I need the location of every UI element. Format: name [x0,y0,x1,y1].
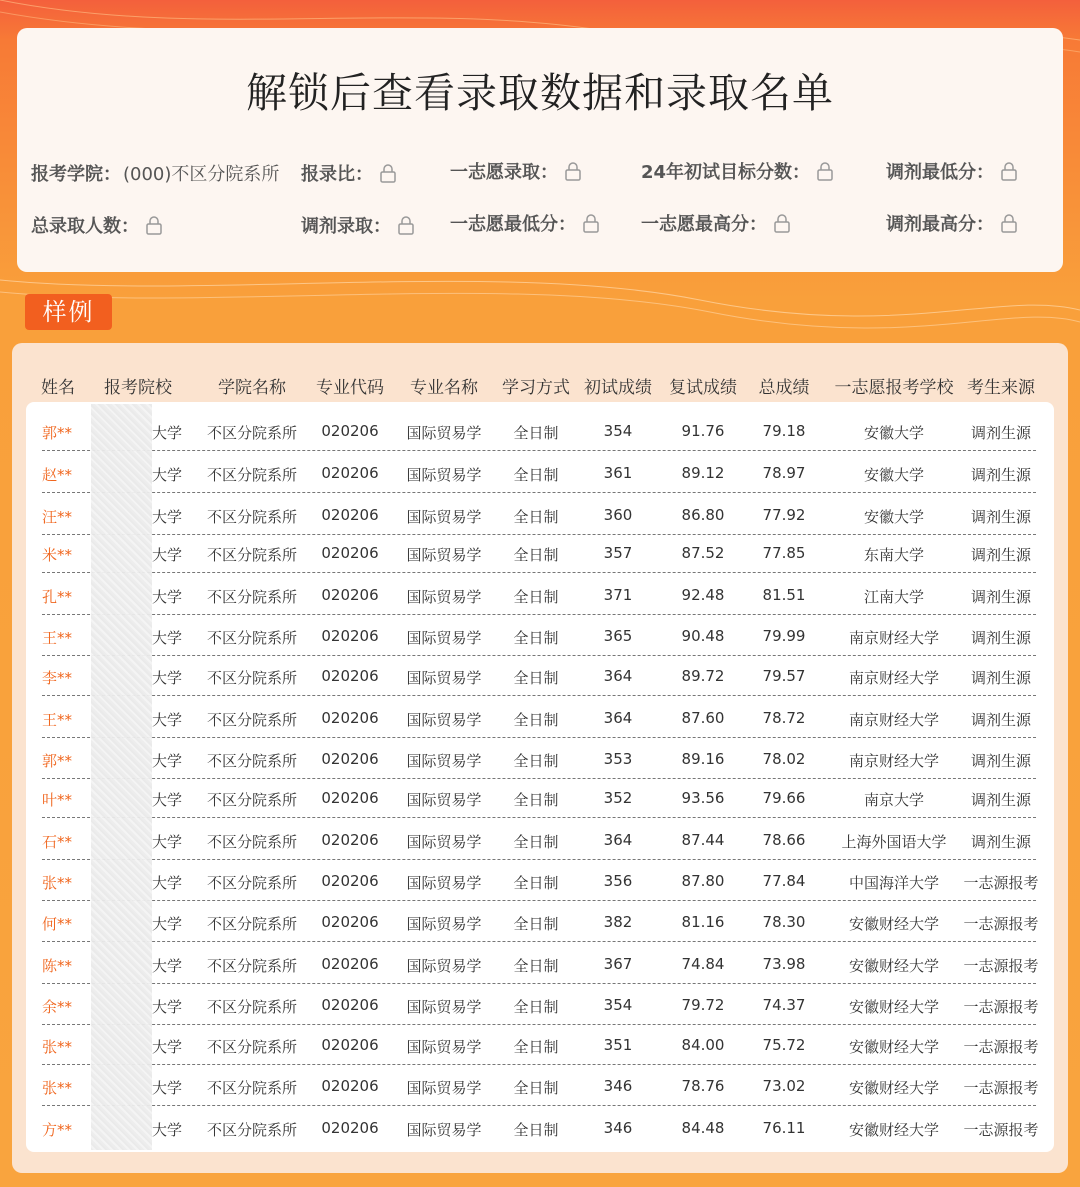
row-separator [42,655,1036,656]
table-cell-总成绩: 73.02 [762,1077,806,1095]
table-cell-姓名: 张** [42,1038,73,1056]
column-header: 专业名称 [410,378,478,398]
column-header: 初试成绩 [584,378,652,398]
column-header: 学院名称 [218,378,286,398]
info-field [450,158,582,184]
table-cell-总成绩: 77.92 [762,506,806,524]
table-cell-报考院校: 大学 [152,629,183,647]
table-cell-报考院校: 大学 [152,957,183,975]
row-separator [42,614,1036,615]
info-field-label: 24年初试目标分数： [641,162,811,183]
table-cell-专业代码: 020206 [321,627,379,645]
table-cell-报考院校: 大学 [152,791,183,809]
table-cell-姓名: 方** [42,1121,73,1139]
table-cell-总成绩: 77.84 [762,872,806,890]
row-separator [42,1064,1036,1065]
table-cell-学习方式: 全日制 [513,874,559,892]
table-cell-一志愿报考学校: 安徽大学 [863,424,925,442]
table-cell-总成绩: 75.72 [762,1036,806,1054]
sample-badge: 样例 [25,294,112,330]
table-cell-初试成绩: 367 [603,955,633,973]
table-cell-复试成绩: 84.48 [681,1119,725,1137]
column-header: 姓名 [41,378,75,398]
lock-icon[interactable] [773,213,791,233]
info-field [301,160,397,186]
table-cell-一志愿报考学校: 江南大学 [863,588,925,606]
table-cell-复试成绩: 87.80 [681,872,725,890]
table-cell-考生来源: 调剂生源 [970,466,1032,484]
table-row [0,1109,1080,1149]
table-cell-学院名称: 不区分院系所 [206,508,298,526]
table-cell-学习方式: 全日制 [513,752,559,770]
table-row [0,496,1080,536]
row-separator [42,817,1036,818]
row-separator [42,1024,1036,1025]
lock-icon[interactable] [816,161,834,181]
table-cell-学院名称: 不区分院系所 [206,669,298,687]
table-cell-一志愿报考学校: 南京大学 [863,791,925,809]
table-cell-姓名: 米** [42,546,73,564]
info-field [301,212,415,238]
table-cell-学习方式: 全日制 [513,957,559,975]
table-cell-专业代码: 020206 [321,464,379,482]
lock-icon[interactable] [379,163,397,183]
table-cell-学院名称: 不区分院系所 [206,833,298,851]
table-cell-学习方式: 全日制 [513,1038,559,1056]
table-cell-复试成绩: 84.00 [681,1036,725,1054]
table-cell-复试成绩: 87.44 [681,831,725,849]
table-cell-专业代码: 020206 [321,586,379,604]
table-cell-一志愿报考学校: 南京财经大学 [848,669,940,687]
info-field-label: 一志愿最低分： [450,214,576,235]
table-cell-学习方式: 全日制 [513,466,559,484]
table-cell-总成绩: 79.57 [762,667,806,685]
table-cell-考生来源: 调剂生源 [970,791,1032,809]
table-cell-考生来源: 一志源报考 [963,998,1039,1016]
table-row [0,1067,1080,1107]
info-field-label: 总录取人数： [31,216,139,237]
table-row [0,534,1080,574]
table-cell-学习方式: 全日制 [513,546,559,564]
table-cell-学院名称: 不区分院系所 [206,1079,298,1097]
table-cell-初试成绩: 364 [603,831,633,849]
table-cell-专业代码: 020206 [321,1077,379,1095]
table-cell-复试成绩: 78.76 [681,1077,725,1095]
info-field-label: 一志愿最高分： [641,214,767,235]
table-cell-报考院校: 大学 [152,833,183,851]
table-cell-考生来源: 调剂生源 [970,669,1032,687]
table-cell-总成绩: 79.99 [762,627,806,645]
table-cell-姓名: 孔** [42,588,73,606]
row-separator [42,1105,1036,1106]
table-cell-专业代码: 020206 [321,1119,379,1137]
table-cell-复试成绩: 89.72 [681,667,725,685]
table-cell-学院名称: 不区分院系所 [206,588,298,606]
table-cell-一志愿报考学校: 南京财经大学 [848,711,940,729]
table-cell-专业代码: 020206 [321,709,379,727]
table-cell-专业名称: 国际贸易学 [406,669,482,687]
info-field-label: 调剂录取： [301,216,391,237]
table-cell-专业代码: 020206 [321,506,379,524]
table-cell-报考院校: 大学 [152,711,183,729]
table-row [0,945,1080,985]
table-cell-报考院校: 大学 [152,588,183,606]
table-cell-报考院校: 大学 [152,546,183,564]
info-field [641,158,834,184]
table-cell-姓名: 李** [42,669,73,687]
info-field-value: (000)不区分院系所 [123,164,280,185]
table-cell-专业代码: 020206 [321,913,379,931]
table-cell-专业名称: 国际贸易学 [406,711,482,729]
info-field-label: 调剂最低分： [886,162,994,183]
table-cell-姓名: 张** [42,1079,73,1097]
row-separator [42,492,1036,493]
table-cell-学院名称: 不区分院系所 [206,629,298,647]
table-row [0,903,1080,943]
table-cell-姓名: 何** [42,915,73,933]
table-cell-专业代码: 020206 [321,831,379,849]
table-row [0,986,1080,1026]
table-cell-复试成绩: 87.60 [681,709,725,727]
table-cell-姓名: 郭** [42,752,73,770]
table-cell-报考院校: 大学 [152,915,183,933]
table-cell-专业名称: 国际贸易学 [406,833,482,851]
table-cell-考生来源: 调剂生源 [970,508,1032,526]
table-cell-专业代码: 020206 [321,1036,379,1054]
lock-icon[interactable] [1000,213,1018,233]
table-cell-一志愿报考学校: 安徽大学 [863,466,925,484]
table-cell-考生来源: 调剂生源 [970,629,1032,647]
table-cell-考生来源: 调剂生源 [970,424,1032,442]
table-cell-初试成绩: 352 [603,789,633,807]
lock-icon[interactable] [397,215,415,235]
table-cell-总成绩: 74.37 [762,996,806,1014]
info-field [886,210,1018,236]
table-cell-考生来源: 调剂生源 [970,833,1032,851]
table-cell-学院名称: 不区分院系所 [206,466,298,484]
table-cell-姓名: 石** [42,833,73,851]
table-cell-学院名称: 不区分院系所 [206,711,298,729]
table-cell-初试成绩: 354 [603,996,633,1014]
table-cell-初试成绩: 354 [603,422,633,440]
table-cell-初试成绩: 364 [603,667,633,685]
table-cell-学院名称: 不区分院系所 [206,424,298,442]
table-cell-初试成绩: 351 [603,1036,633,1054]
table-row [0,617,1080,657]
table-cell-报考院校: 大学 [152,466,183,484]
table-cell-报考院校: 大学 [152,669,183,687]
table-cell-报考院校: 大学 [152,1038,183,1056]
table-cell-复试成绩: 91.76 [681,422,725,440]
table-cell-报考院校: 大学 [152,424,183,442]
table-cell-一志愿报考学校: 安徽财经大学 [848,1038,940,1056]
table-cell-报考院校: 大学 [152,1121,183,1139]
table-cell-考生来源: 一志源报考 [963,915,1039,933]
table-cell-专业名称: 国际贸易学 [406,957,482,975]
table-cell-总成绩: 78.02 [762,750,806,768]
table-cell-专业名称: 国际贸易学 [406,508,482,526]
table-cell-专业名称: 国际贸易学 [406,752,482,770]
table-cell-初试成绩: 356 [603,872,633,890]
table-cell-总成绩: 77.85 [762,544,806,562]
row-separator [42,450,1036,451]
table-cell-学院名称: 不区分院系所 [206,546,298,564]
table-row [0,699,1080,739]
table-cell-一志愿报考学校: 安徽大学 [863,508,925,526]
row-separator [42,572,1036,573]
info-field [31,160,279,186]
table-cell-复试成绩: 89.12 [681,464,725,482]
table-cell-专业代码: 020206 [321,872,379,890]
info-field [450,210,600,236]
table-cell-学院名称: 不区分院系所 [206,874,298,892]
table-cell-复试成绩: 89.16 [681,750,725,768]
table-cell-报考院校: 大学 [152,998,183,1016]
lock-icon[interactable] [582,213,600,233]
table-cell-专业名称: 国际贸易学 [406,629,482,647]
table-cell-复试成绩: 81.16 [681,913,725,931]
table-cell-专业名称: 国际贸易学 [406,791,482,809]
table-cell-初试成绩: 353 [603,750,633,768]
table-cell-总成绩: 73.98 [762,955,806,973]
table-cell-专业名称: 国际贸易学 [406,874,482,892]
table-cell-学习方式: 全日制 [513,508,559,526]
table-cell-姓名: 郭** [42,424,73,442]
info-field [886,158,1018,184]
column-header: 一志愿报考学校 [834,378,954,398]
page-title: 解锁后查看录取数据和录取名单 [246,69,834,117]
table-cell-专业代码: 020206 [321,955,379,973]
table-cell-一志愿报考学校: 东南大学 [863,546,925,564]
column-header: 复试成绩 [669,378,737,398]
table-cell-复试成绩: 90.48 [681,627,725,645]
table-cell-学院名称: 不区分院系所 [206,752,298,770]
table-cell-学习方式: 全日制 [513,791,559,809]
table-cell-专业名称: 国际贸易学 [406,424,482,442]
row-separator [42,695,1036,696]
table-cell-专业名称: 国际贸易学 [406,588,482,606]
table-cell-学习方式: 全日制 [513,629,559,647]
table-cell-学院名称: 不区分院系所 [206,1121,298,1139]
info-field [31,212,163,238]
table-cell-初试成绩: 346 [603,1119,633,1137]
table-cell-学习方式: 全日制 [513,998,559,1016]
table-cell-专业名称: 国际贸易学 [406,546,482,564]
table-cell-总成绩: 78.66 [762,831,806,849]
column-header: 报考院校 [104,378,172,398]
table-row [0,657,1080,697]
table-cell-姓名: 赵** [42,466,73,484]
table-cell-专业名称: 国际贸易学 [406,1079,482,1097]
table-cell-专业代码: 020206 [321,789,379,807]
lock-icon[interactable] [1000,161,1018,181]
table-row [0,1026,1080,1066]
table-cell-复试成绩: 92.48 [681,586,725,604]
info-field-label: 报考学院： [31,164,121,185]
table-row [0,576,1080,616]
table-cell-学习方式: 全日制 [513,424,559,442]
table-cell-学习方式: 全日制 [513,711,559,729]
table-cell-一志愿报考学校: 安徽财经大学 [848,1079,940,1097]
table-cell-姓名: 张** [42,874,73,892]
redacted-university-strip [91,404,152,1150]
table-cell-考生来源: 一志源报考 [963,1121,1039,1139]
table-cell-总成绩: 79.66 [762,789,806,807]
table-cell-学习方式: 全日制 [513,1079,559,1097]
table-cell-复试成绩: 74.84 [681,955,725,973]
table-cell-学习方式: 全日制 [513,1121,559,1139]
table-cell-一志愿报考学校: 南京财经大学 [848,752,940,770]
table-cell-姓名: 余** [42,998,73,1016]
lock-icon[interactable] [564,161,582,181]
table-row [0,454,1080,494]
table-cell-学习方式: 全日制 [513,833,559,851]
table-cell-姓名: 王** [42,629,73,647]
table-cell-考生来源: 调剂生源 [970,752,1032,770]
table-cell-考生来源: 调剂生源 [970,711,1032,729]
table-cell-专业名称: 国际贸易学 [406,1121,482,1139]
table-row [0,862,1080,902]
table-cell-学习方式: 全日制 [513,669,559,687]
table-cell-一志愿报考学校: 中国海洋大学 [848,874,940,892]
table-cell-姓名: 叶** [42,791,73,809]
table-cell-姓名: 王** [42,711,73,729]
table-cell-专业代码: 020206 [321,544,379,562]
table-cell-复试成绩: 87.52 [681,544,725,562]
table-cell-考生来源: 一志源报考 [963,957,1039,975]
table-cell-总成绩: 79.18 [762,422,806,440]
table-cell-初试成绩: 365 [603,627,633,645]
table-cell-专业代码: 020206 [321,422,379,440]
table-cell-总成绩: 78.97 [762,464,806,482]
table-cell-学院名称: 不区分院系所 [206,1038,298,1056]
table-cell-复试成绩: 93.56 [681,789,725,807]
table-cell-总成绩: 78.72 [762,709,806,727]
table-cell-学院名称: 不区分院系所 [206,915,298,933]
table-cell-姓名: 汪** [42,508,73,526]
table-cell-学院名称: 不区分院系所 [206,957,298,975]
info-field-label: 一志愿录取： [450,162,558,183]
table-cell-复试成绩: 86.80 [681,506,725,524]
table-cell-报考院校: 大学 [152,752,183,770]
table-cell-复试成绩: 79.72 [681,996,725,1014]
table-cell-考生来源: 调剂生源 [970,546,1032,564]
table-cell-初试成绩: 371 [603,586,633,604]
table-cell-学院名称: 不区分院系所 [206,998,298,1016]
table-row [0,779,1080,819]
column-header: 学习方式 [502,378,570,398]
table-cell-总成绩: 81.51 [762,586,806,604]
table-cell-专业代码: 020206 [321,750,379,768]
table-row [0,821,1080,861]
table-cell-考生来源: 一志源报考 [963,1079,1039,1097]
table-cell-报考院校: 大学 [152,874,183,892]
column-header: 总成绩 [758,378,810,398]
table-row [0,412,1080,452]
table-cell-学院名称: 不区分院系所 [206,791,298,809]
row-separator [42,859,1036,860]
row-separator [42,941,1036,942]
row-separator [42,900,1036,901]
table-cell-初试成绩: 364 [603,709,633,727]
table-cell-报考院校: 大学 [152,1079,183,1097]
table-cell-初试成绩: 346 [603,1077,633,1095]
table-cell-考生来源: 一志源报考 [963,1038,1039,1056]
table-cell-初试成绩: 382 [603,913,633,931]
table-cell-专业名称: 国际贸易学 [406,998,482,1016]
table-cell-一志愿报考学校: 安徽财经大学 [848,1121,940,1139]
table-cell-一志愿报考学校: 安徽财经大学 [848,957,940,975]
table-cell-考生来源: 调剂生源 [970,588,1032,606]
table-cell-初试成绩: 357 [603,544,633,562]
table-row [0,740,1080,780]
table-cell-专业名称: 国际贸易学 [406,1038,482,1056]
column-header: 考生来源 [967,378,1035,398]
info-field-label: 调剂最高分： [886,214,994,235]
row-separator [42,983,1036,984]
table-cell-姓名: 陈** [42,957,73,975]
table-cell-考生来源: 一志源报考 [963,874,1039,892]
table-cell-一志愿报考学校: 安徽财经大学 [848,915,940,933]
table-cell-报考院校: 大学 [152,508,183,526]
table-cell-一志愿报考学校: 安徽财经大学 [848,998,940,1016]
table-cell-学习方式: 全日制 [513,915,559,933]
info-field [641,210,791,236]
table-cell-学习方式: 全日制 [513,588,559,606]
column-header: 专业代码 [316,378,384,398]
table-cell-初试成绩: 360 [603,506,633,524]
table-cell-一志愿报考学校: 上海外国语大学 [841,833,947,851]
table-cell-一志愿报考学校: 南京财经大学 [848,629,940,647]
table-cell-总成绩: 78.30 [762,913,806,931]
lock-icon[interactable] [145,215,163,235]
table-cell-专业名称: 国际贸易学 [406,915,482,933]
table-cell-专业代码: 020206 [321,996,379,1014]
row-separator [42,737,1036,738]
table-cell-总成绩: 76.11 [762,1119,806,1137]
info-field-label: 报录比： [301,164,373,185]
table-cell-初试成绩: 361 [603,464,633,482]
table-cell-专业名称: 国际贸易学 [406,466,482,484]
table-cell-专业代码: 020206 [321,667,379,685]
